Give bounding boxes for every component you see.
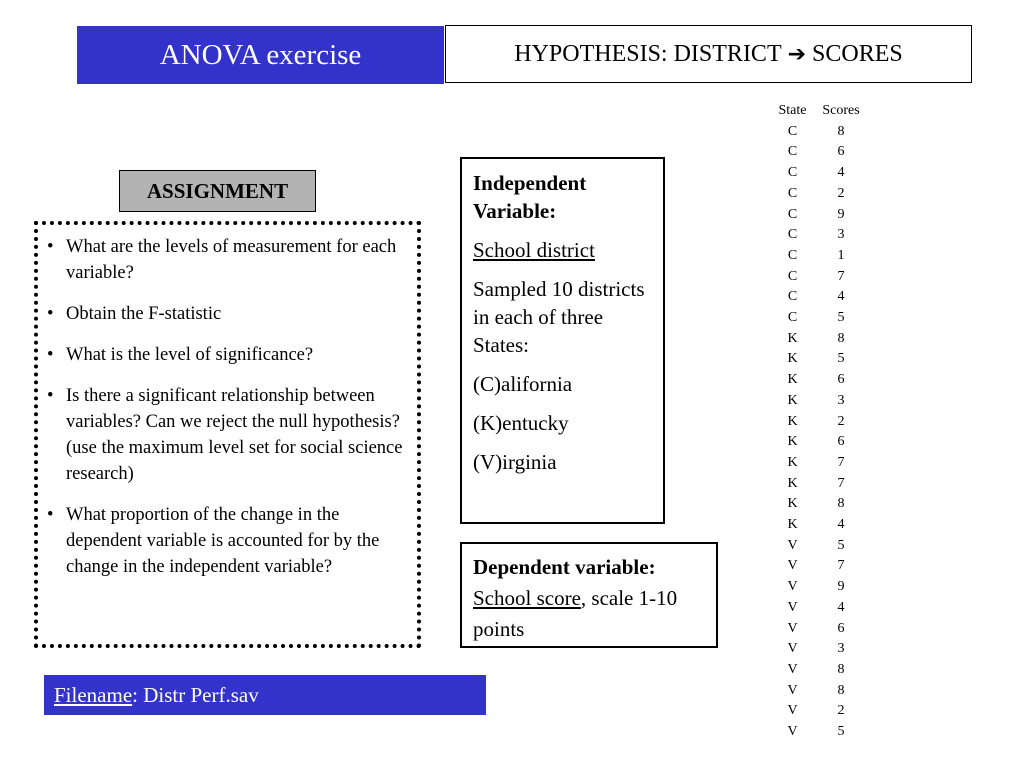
slide-title-text: ANOVA exercise (159, 38, 362, 71)
state-cell: C (787, 227, 798, 243)
score-cell: 4 (837, 517, 845, 533)
state-cell: K (787, 496, 798, 512)
score-cell: 4 (837, 599, 845, 615)
state-cell: K (787, 351, 798, 367)
table-row (769, 598, 866, 619)
table-row (769, 722, 866, 743)
table-row (769, 536, 866, 557)
state-virginia: (V)irginia (473, 450, 557, 474)
score-cell: 6 (837, 144, 845, 160)
table-row (769, 660, 866, 681)
score-cell: 2 (837, 413, 845, 429)
table-row (769, 142, 866, 163)
score-cell: 9 (837, 579, 845, 595)
table-row (769, 287, 866, 308)
hypothesis-prefix: HYPOTHESIS: DISTRICT (514, 40, 782, 67)
table-row (769, 515, 866, 536)
state-cell: K (787, 475, 798, 491)
filename-box (44, 675, 486, 715)
table-row (769, 163, 866, 184)
table-row (769, 681, 866, 702)
score-cell: 7 (837, 268, 845, 284)
score-cell: 2 (837, 703, 845, 719)
filename-label: Filename (54, 682, 133, 707)
score-cell: 8 (837, 682, 845, 698)
assignment-box (34, 221, 421, 648)
table-row (769, 453, 866, 474)
table-row (769, 329, 866, 350)
table-header (769, 101, 866, 122)
table-row (769, 391, 866, 412)
state-cell: K (787, 330, 798, 346)
state-cell: K (787, 372, 798, 388)
state-cell: C (787, 144, 798, 160)
score-cell: 8 (837, 123, 845, 139)
score-cell: 8 (837, 496, 845, 512)
filename-value: : Distr Perf.sav (132, 682, 259, 707)
table-row (769, 205, 866, 226)
arrow-right-icon: ➔ (787, 41, 807, 67)
state-cell: V (787, 703, 798, 719)
score-cell: 2 (837, 185, 845, 201)
state-cell: C (787, 289, 798, 305)
table-row (769, 556, 866, 577)
score-cell: 6 (837, 620, 845, 636)
score-cell: 5 (837, 310, 845, 326)
table-row (769, 370, 866, 391)
score-cell: 7 (837, 558, 845, 574)
assignment-label (119, 170, 316, 212)
state-cell: V (787, 558, 798, 574)
table-row (769, 349, 866, 370)
independent-name: School district (473, 238, 595, 262)
state-cell: V (787, 620, 798, 636)
state-cell: K (787, 434, 798, 450)
score-cell: 5 (837, 724, 845, 740)
state-cell: V (787, 682, 798, 698)
table-row (769, 639, 866, 660)
assignment-item: • What is the level of significance? (47, 342, 409, 368)
state-cell: V (787, 579, 798, 595)
state-cell: C (787, 268, 798, 284)
score-cell: 8 (837, 661, 845, 677)
score-cell: 9 (837, 206, 845, 222)
table-row (769, 619, 866, 640)
table-row (769, 701, 866, 722)
state-cell: K (787, 392, 798, 408)
dependent-desc: , scale 1-10 points (473, 586, 678, 641)
state-cell: C (787, 206, 798, 222)
header-scores: Scores (822, 103, 860, 118)
state-cell: K (787, 517, 798, 533)
hypothesis-suffix: SCORES (812, 40, 903, 67)
slide-title (77, 26, 444, 84)
table-row (769, 225, 866, 246)
assignment-item: • What are the levels of measurement for each variable? (47, 234, 409, 286)
dependent-variable-box (460, 542, 718, 648)
state-cell: V (787, 661, 798, 677)
header-state: State (778, 103, 807, 118)
table-row (769, 474, 866, 495)
hypothesis-box (445, 25, 972, 83)
table-row (769, 412, 866, 433)
score-cell: 1 (837, 247, 845, 263)
score-cell: 4 (837, 165, 845, 181)
state-cell: V (787, 537, 798, 553)
table-row (769, 122, 866, 143)
assignment-list (47, 234, 409, 580)
state-cell: C (787, 247, 798, 263)
score-cell: 3 (837, 392, 845, 408)
score-cell: 6 (837, 434, 845, 450)
table-row (769, 246, 866, 267)
score-cell: 8 (837, 330, 845, 346)
score-cell: 7 (837, 475, 845, 491)
score-cell: 3 (837, 227, 845, 243)
data-table (769, 101, 866, 743)
score-cell: 5 (837, 537, 845, 553)
dependent-heading: Dependent variable: (473, 555, 656, 579)
table-row (769, 308, 866, 329)
independent-desc: Sampled 10 districts in each of three States: (473, 277, 645, 357)
state-cell: V (787, 724, 798, 740)
state-cell: C (787, 185, 798, 201)
table-row (769, 494, 866, 515)
assignment-item: • What proportion of the change in the dependent variable is accounted for by the change in the independent variable? (47, 502, 409, 580)
table-row (769, 267, 866, 288)
dependent-body (473, 583, 706, 645)
state-cell: C (787, 123, 798, 139)
score-cell: 6 (837, 372, 845, 388)
assignment-item: • Obtain the F-statistic (47, 301, 409, 327)
score-cell: 4 (837, 289, 845, 305)
state-cell: V (787, 599, 798, 615)
table-row (769, 184, 866, 205)
state-kentucky: (K)entucky (473, 411, 569, 435)
assignment-item: • Is there a significant relationship between variables? Can we reject the null hypothesis? (use the maximum level set for social science research) (47, 383, 409, 487)
state-cell: K (787, 413, 798, 429)
state-california: (C)alifornia (473, 372, 573, 396)
score-cell: 3 (837, 641, 845, 657)
state-cell: C (787, 310, 798, 326)
independent-heading: Independent Variable: (473, 171, 587, 223)
table-row (769, 432, 866, 453)
state-cell: V (787, 641, 798, 657)
independent-variable-box (460, 157, 665, 524)
state-cell: K (787, 454, 798, 470)
assignment-label-text: ASSIGNMENT (146, 178, 289, 203)
state-cell: C (787, 165, 798, 181)
score-cell: 7 (837, 454, 845, 470)
table-row (769, 577, 866, 598)
score-cell: 5 (837, 351, 845, 367)
dependent-name: School score (473, 586, 581, 610)
